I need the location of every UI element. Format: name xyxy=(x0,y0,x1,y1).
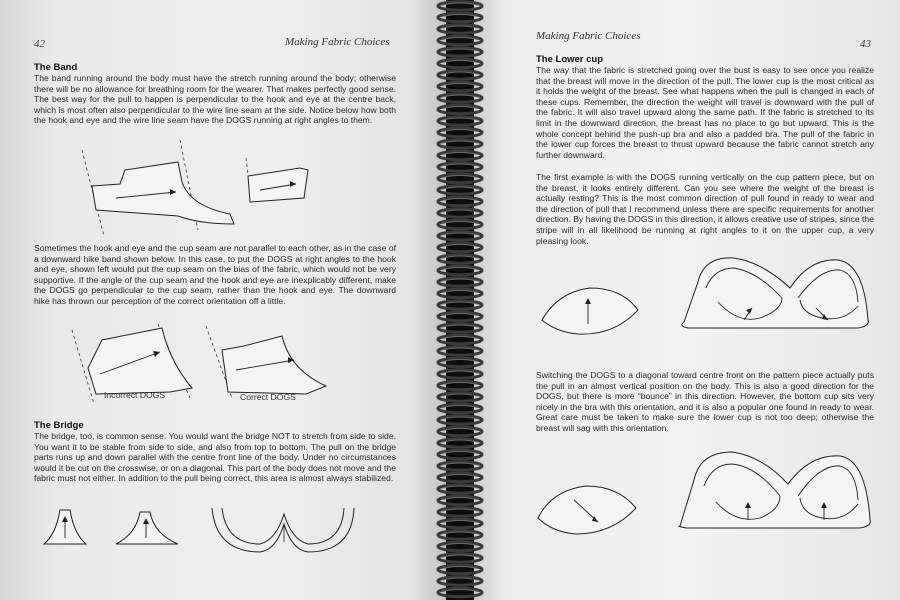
caption-incorrect-dogs: Incorrect DOGS xyxy=(104,390,166,400)
spiral-binding xyxy=(432,0,488,600)
diagonal-dogs-paragraph: Switching the DOGS to a diagonal toward centre front on the pattern piece actually puts the pull in an almost vertical position on the body. This is also a good direction for the DOGS, but there is more “bounce” in this direction. However, the bottom cup sits very nicely in the bra with this orientation, and it is also a popular one found in ready to wear. Great care must be taken to make sure the lower cup is not too deep; otherwise the breast will sag with this orientation. xyxy=(536,370,874,433)
page-number-right: 43 xyxy=(860,38,871,50)
diagonal-dogs-diagram xyxy=(534,446,879,540)
vertical-dogs-paragraph: The first example is with the DOGS running vertically on the cup pattern piece, but on the breast, it looks entirely different. Can you see where the weight of the breast is actually resting? This is the most common direction of pull found in ready to wear and the direction of pull that I recommend unless there are specific requirements for another direction. By having the DOGS in this direction, it allows creative use of stripes, since the stripe will in all likelihood be running at right angles to it on the upper cup, a very pleasing look. xyxy=(536,172,874,246)
bridge-paragraph: The bridge, too, is common sense. You would want the bridge NOT to stretch from side to side. You want it to be stable from side to side, and also from top to bottom. The pull on the bridge parts runs up and down parallel with the centre front line of the body. Under no circumstances would it be cut on the crosswise, or on a diagonal. This part of the body does not move and the fabric must not either. In addition to the pull being correct, this area is almost always stabilized. xyxy=(34,431,396,484)
band-heading: The Band xyxy=(34,62,78,73)
page-number-left: 42 xyxy=(34,38,45,50)
bridge-diagram xyxy=(40,500,370,560)
band-diagram xyxy=(80,140,410,240)
right-page xyxy=(470,0,900,600)
caption-correct-dogs: Correct DOGS xyxy=(240,392,296,402)
running-head-left: Making Fabric Choices xyxy=(285,36,390,48)
vertical-dogs-diagram xyxy=(538,252,878,338)
lower-cup-paragraph: The way that the fabric is stretched going over the bust is easy to see once you realize that the breast will move in the direction of the pull. The lower cup is the most critical as it holds the weight of the breast. See what happens when the pull is changed in each of these cups. Remember, the direction the weight will travel is downward with the pull of the fabric. It will also travel upward along the same path. If the fabric is stretched to its limit in the downward direction, the breast has no place to go but upward. This is the whole concept behind the push-up bra and also a padded bra. The pull of the fabric in the lower cup forces the breast to thrust upward because the fabric cannot stretch any further downward. xyxy=(536,65,874,160)
running-head-right: Making Fabric Choices xyxy=(536,30,641,42)
band-paragraph: The band running around the body must have the stretch running around the body; otherwise there will be no allowance for breathing room for the wearer. That makes perfectly good sense. The best way for the pull to happen is perpendicular to the hook and eye at the centre back, which is most often also perpendicular to the wire line seam at the side. Notice below how both the hook and eye and the wire line seam have the DOGS running at right angles to them. xyxy=(34,73,396,126)
hook-eye-paragraph: Sometimes the hook and eye and the cup seam are not parallel to each other, as in the case of a downward hike band shown below. In this case, to put the DOGS at right angles to the hook and eye, shown left would put the cup seam on the bias of the fabric, which would not be very supportive. If the angle of the cup seam and the hook and eye are inexplicably different, make the DOGS go perpendicular to the cup seam, rather than the hook and eye. The downward hike has thrown our perception of the correct orientation off a little. xyxy=(34,243,396,306)
bridge-heading: The Bridge xyxy=(34,420,84,431)
lower-cup-heading: The Lower cup xyxy=(536,54,604,65)
